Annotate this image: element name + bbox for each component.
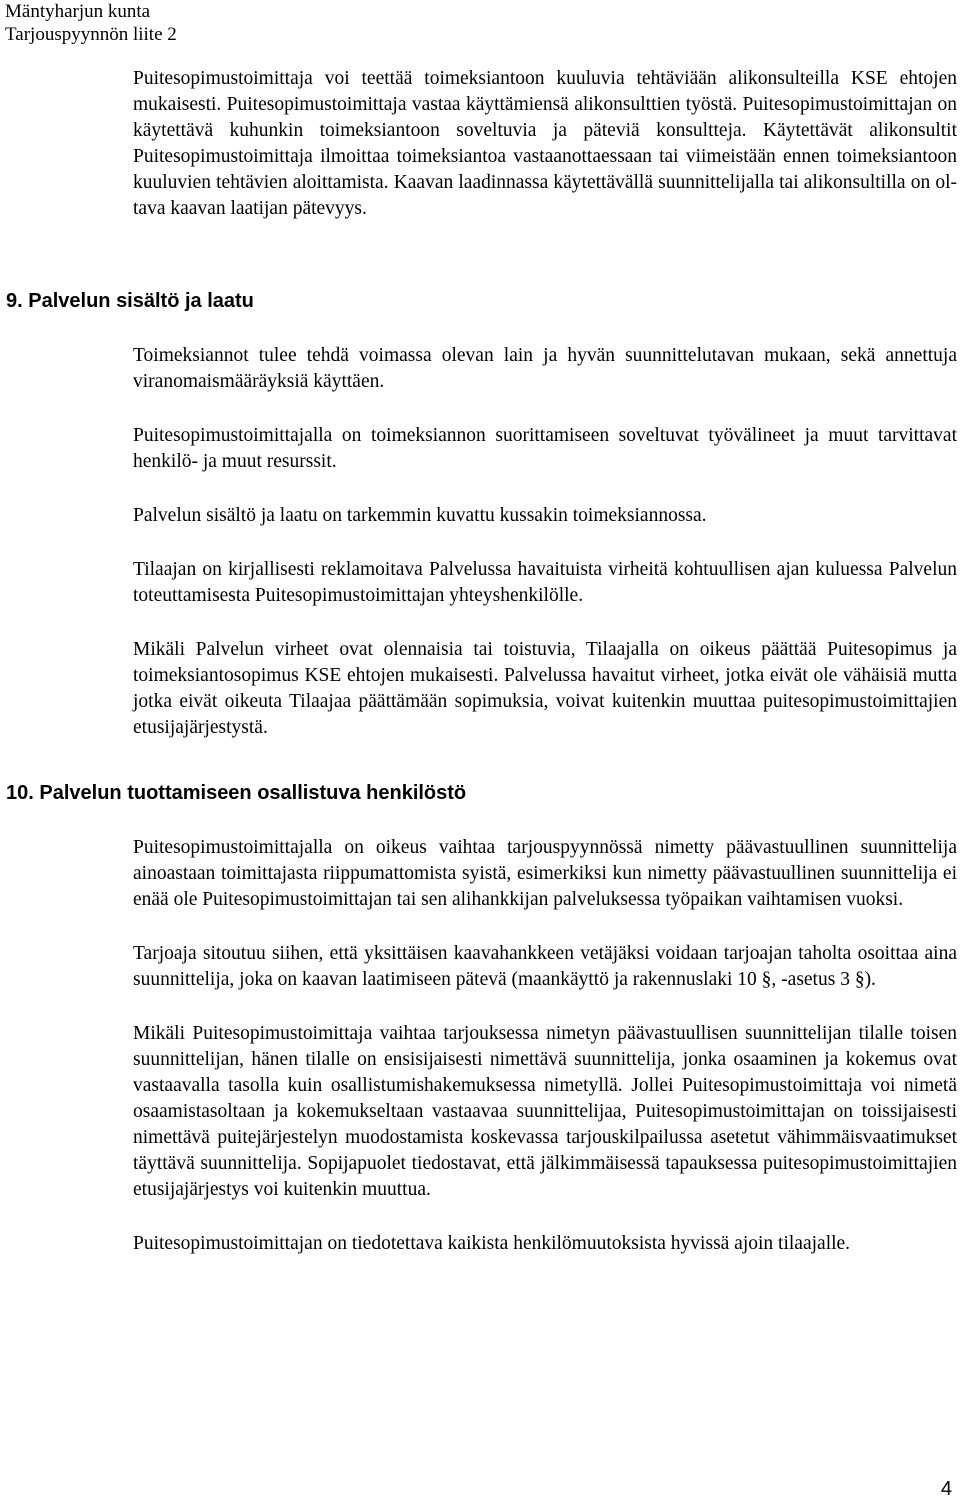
- document-header: [5, 0, 177, 46]
- section-10-heading: [6, 780, 466, 806]
- section-9-paragraph: Tilaajan on kirjallisesti reklamoitava Palvelussa havaituista virheitä kohtuullisen ajan kuluessa Palvelun toteuttamisesta Puitesopimustoimittajan yhteyshenkilölle.: [133, 559, 957, 606]
- section-9-paragraph: Mikäli Palvelun virheet ovat olennaisia tai toistuvia, Tilaajalla on oikeus päättää Puitesopimus ja toimeksiantosopimus KSE ehtojen mukaisesti. Palvelussa havaitut virheet, jotka eivät ole vähäisiä mutta jotka eivät oikeuta Tilaajaa päättämään sopimuksia, voivat kuitenkin muuttaa puitesopimustoimittajien etusijajärjestystä.: [133, 639, 957, 738]
- section-9-heading: [6, 288, 254, 314]
- section-10-paragraph: Tarjoaja sitoutuu siihen, että yksittäisen kaavahankkeen vetäjäksi voidaan tarjoajan taholta osoittaa aina suunnittelija, joka on kaavan laatimiseen pätevä (maankäyttö ja rakennuslaki 10 §, -asetus 3 §).: [133, 943, 957, 990]
- section-10-paragraph: Puitesopimustoimittajalla on oikeus vaihtaa tarjouspyynnössä nimetty päävastuullinen suunnittelija ainoastaan toimittajasta riippumattomista syistä, esimerkiksi kun nimetty päävastuullinen suunnittelija ei enää ole Puitesopimustoimittajan tai sen alihankkijan palveluksessa työpaikan vaihtamisen vuoksi.: [133, 837, 957, 910]
- section-10-body: [133, 835, 957, 1285]
- section-10-paragraph: Mikäli Puitesopimustoimittaja vaihtaa tarjouksessa nimetyn päävastuullisen suunnittelijan tilalle toisen suunnittelijan, hänen tilalle on ensisijaisesti nimettävä suunnittelija, jonka osaaminen ja kokemus ovat vastaavalla tasolla kuin osallistumishakemuksessa nimetyllä. Jollei Puitesopimustoimittaja voi nimetä osaamistasoltaan ja kokemukseltaan vastaavaa suunnittelijaa, Puitesopimustoimittajan on toissijaisesti nimettävä puitejärjestelyn muodostamista koskevassa tarjouskilpailussa asetetut vähimmäisvaatimukset täyttävä suunnittelija. Sopijapuolet tiedostavat, että jälkimmäisessä tapauksessa puitesopimustoimittajien etusijajärjestys voi kuitenkin muuttua.: [133, 1023, 957, 1200]
- section-10-paragraph: Puitesopimustoimittajan on tiedotettava kaikista henkilömuutoksista hyvissä ajoin tilaajalle.: [133, 1233, 851, 1254]
- section-9-paragraph: Toimeksiannot tulee tehdä voimassa olevan lain ja hyvän suunnittelutavan mukaan, sekä annettuja viranomaismääräyksiä käyttäen.: [133, 345, 957, 392]
- header-organization: Mäntyharjun kunta: [5, 1, 151, 22]
- intro-section: [133, 66, 957, 250]
- section-10-number: 10.: [6, 782, 34, 804]
- section-9-paragraph: Puitesopimustoimittajalla on toimeksiannon suorittamiseen soveltuvat työvälineet ja muut tarvittavat henkilö- ja muut resurssit.: [133, 425, 957, 472]
- header-document-title: Tarjouspyynnön liite 2: [5, 24, 177, 45]
- section-10-title: Palvelun tuottamiseen osallistuva henkilöstö: [39, 782, 467, 804]
- page-number: 4: [940, 1478, 952, 1500]
- section-9-number: 9.: [6, 290, 23, 312]
- section-9-title: Palvelun sisältö ja laatu: [28, 290, 254, 312]
- section-9-paragraph: Palvelun sisältö ja laatu on tarkemmin kuvattu kussakin toimeksiannossa.: [133, 505, 707, 526]
- intro-paragraph: Puitesopimustoimittaja voi teettää toimeksiantoon kuuluvia tehtäviään alikonsulteilla KSE ehtojen mukaisesti. Puitesopimustoimittaja vastaa käyttämiensä alikonsulttien työstä. Puitesopimustoimittajan on käytettävä kuhunkin toimeksiantoon soveltuvia ja päteviä konsultteja. Käytettävät alikonsultit Puitesopimustoimittaja ilmoittaa toimeksiantoa vastaanottaessaan tai viimeistään ennen toimeksiantoon kuuluvien tehtävien aloittamista. Kaavan laadinnassa käytettävällä suunnittelijalla tai alikonsultilla on oltava kaavan laatijan pätevyys.: [133, 68, 957, 219]
- section-9-body: [133, 343, 957, 769]
